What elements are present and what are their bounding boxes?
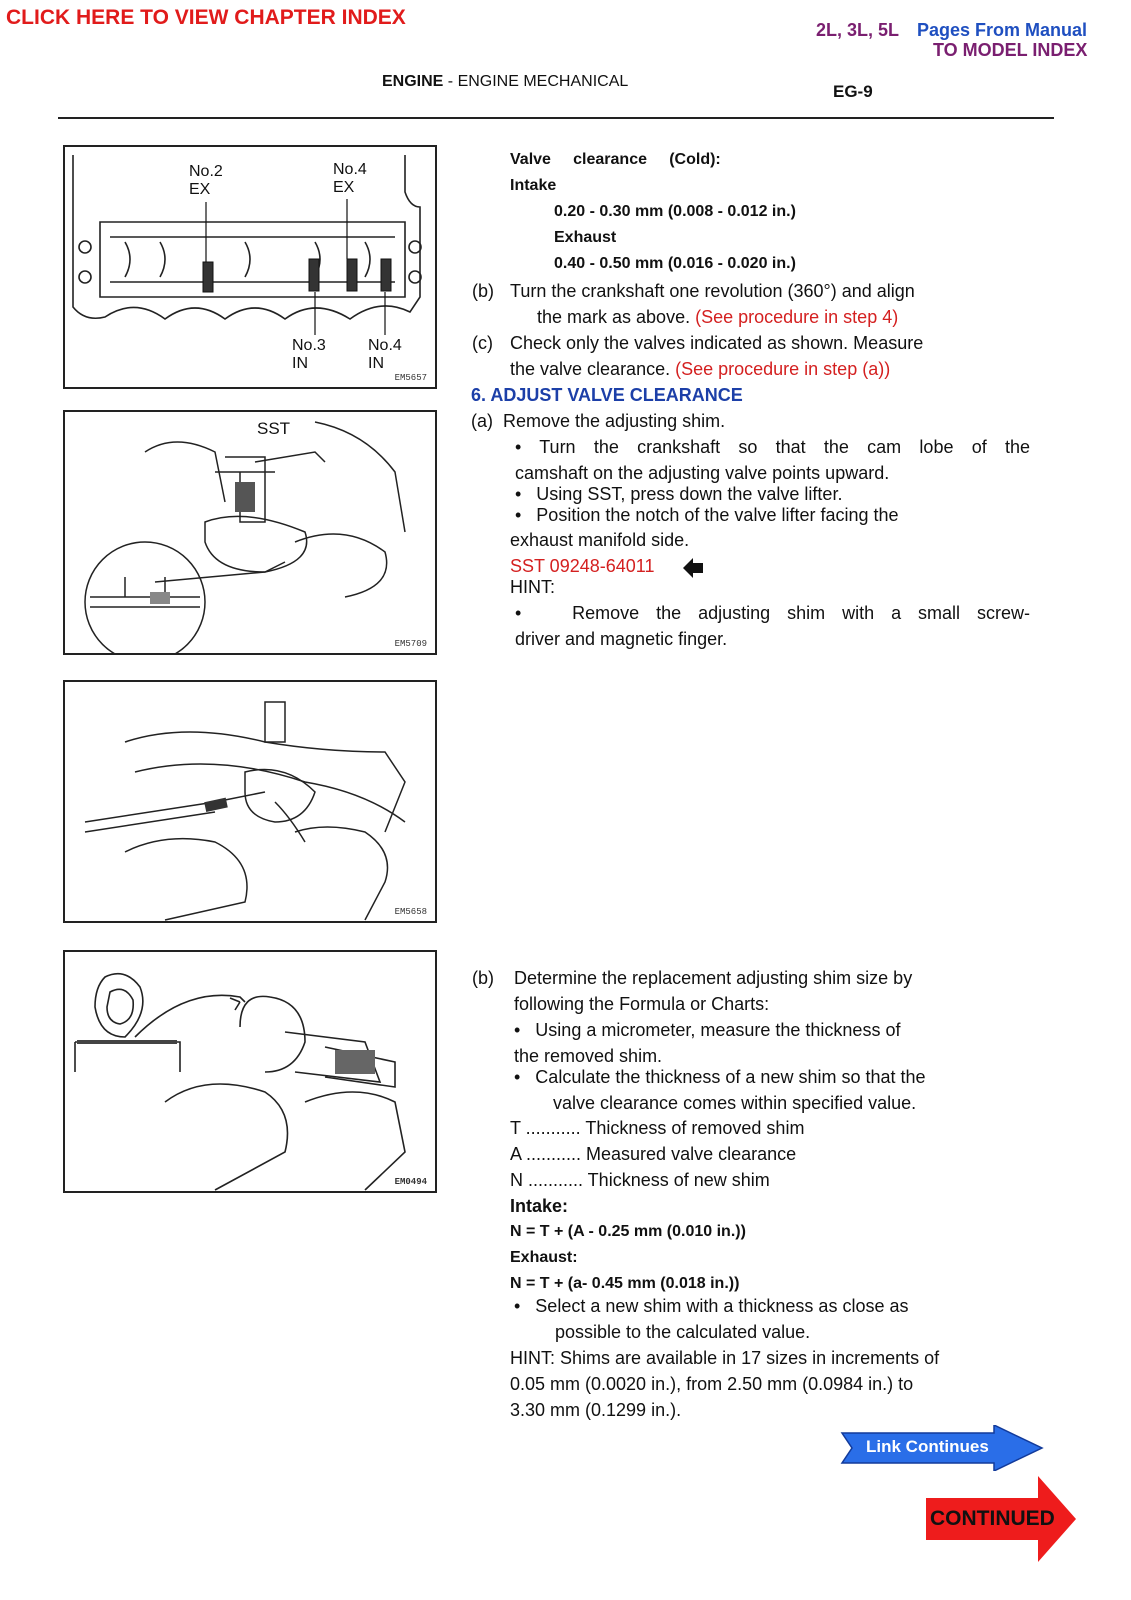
subsection-name: ENGINE MECHANICAL bbox=[457, 73, 629, 90]
section-breadcrumb bbox=[382, 73, 628, 91]
hint-remove-shim-line1: • Remove the adjusting shim with a small screw- bbox=[515, 603, 1030, 623]
step-c-line2 bbox=[510, 358, 890, 380]
figure-code: EM5709 bbox=[394, 639, 427, 649]
step-a-procedure-link[interactable]: (See procedure in step (a)) bbox=[675, 359, 891, 379]
label-no2: No.2 bbox=[189, 163, 223, 180]
step-b2-line1: Determine the replacement adjusting shim size by bbox=[514, 968, 913, 988]
bullet-micrometer-line1: • Using a micrometer, measure the thickness of bbox=[514, 1020, 901, 1040]
link-continues-button[interactable] bbox=[834, 1425, 1044, 1471]
step-b-line1: Turn the crankshaft one revolution (360°) and align bbox=[510, 281, 915, 301]
section-name: ENGINE bbox=[382, 73, 444, 90]
formula-intake: N = T + (A - 0.25 mm (0.010 in.)) bbox=[510, 1223, 746, 1240]
sst-number-link[interactable]: SST 09248-64011 bbox=[510, 556, 655, 576]
bullet-select-shim-line2: possible to the calculated value. bbox=[555, 1322, 811, 1342]
bullet-micrometer-line2: the removed shim. bbox=[514, 1046, 663, 1066]
bullet-position-notch-line2: exhaust manifold side. bbox=[510, 530, 690, 550]
remove-shim-drawing bbox=[65, 682, 435, 921]
step-c-line1: Check only the valves indicated as shown. Measure bbox=[510, 333, 924, 353]
page-number: EG-9 bbox=[833, 82, 873, 101]
breadcrumb-separator: - bbox=[443, 73, 458, 90]
back-arrow-icon[interactable] bbox=[683, 558, 705, 578]
label-ex-1: EX bbox=[189, 181, 211, 198]
header-divider bbox=[58, 117, 1054, 119]
step-c-marker: (c) bbox=[472, 333, 493, 353]
bullet-using-sst: • Using SST, press down the valve lifter. bbox=[515, 484, 843, 504]
link-continues-label: Link Continues bbox=[866, 1437, 989, 1456]
formula-intake-label: Intake: bbox=[510, 1196, 569, 1216]
bullet-position-notch-line1: • Position the notch of the valve lifter facing the bbox=[515, 505, 899, 525]
formula-exhaust-label: Exhaust: bbox=[510, 1249, 578, 1266]
figure-code: EM0494 bbox=[394, 1177, 427, 1187]
chapter-index-link[interactable]: CLICK HERE TO VIEW CHAPTER INDEX bbox=[6, 6, 406, 29]
figure-code: EM5657 bbox=[394, 373, 427, 383]
bullet-calculate-line1: • Calculate the thickness of a new shim so that the bbox=[514, 1067, 926, 1087]
micrometer-drawing bbox=[65, 952, 435, 1191]
definition-a: A ........... Measured valve clearance bbox=[510, 1144, 797, 1164]
label-in-2: IN bbox=[368, 355, 384, 372]
step4-procedure-link[interactable]: (See procedure in step 4) bbox=[695, 307, 899, 327]
step-a-line: (a) Remove the adjusting shim. bbox=[471, 411, 726, 431]
label-no3: No.3 bbox=[292, 337, 326, 354]
exhaust-value: 0.40 - 0.50 mm (0.016 - 0.020 in.) bbox=[554, 255, 796, 272]
pages-from-manual-label: Pages From Manual bbox=[917, 20, 1088, 40]
hint-remove-shim-line2: driver and magnetic finger. bbox=[515, 629, 728, 649]
bullet-turn-crankshaft-line1: • Turn the crankshaft so that the cam lobe of the bbox=[515, 437, 1030, 457]
definition-n: N ........... Thickness of new shim bbox=[510, 1170, 770, 1190]
label-in-1: IN bbox=[292, 355, 308, 372]
step-b-text: the mark as above. bbox=[537, 307, 696, 327]
intake-value: 0.20 - 0.30 mm (0.008 - 0.012 in.) bbox=[554, 203, 796, 220]
figure-valve-layout bbox=[63, 145, 437, 389]
label-ex-2: EX bbox=[333, 179, 355, 196]
bullet-calculate-line2: valve clearance comes within specified value. bbox=[553, 1093, 917, 1113]
model-index-link[interactable]: TO MODEL INDEX bbox=[933, 40, 1088, 60]
step-b2-line2: following the Formula or Charts: bbox=[514, 994, 770, 1014]
hint-shim-sizes-line3: 3.30 mm (0.1299 in.). bbox=[510, 1400, 682, 1420]
step-b-marker: (b) bbox=[472, 281, 494, 301]
step-b2-marker: (b) bbox=[472, 968, 494, 988]
figure-sst-lifter bbox=[63, 410, 437, 655]
model-list: 2L, 3L, 5L bbox=[816, 20, 900, 40]
exhaust-label: Exhaust bbox=[554, 229, 617, 246]
step-b-line2 bbox=[537, 306, 898, 328]
continued-button[interactable] bbox=[926, 1476, 1076, 1562]
formula-exhaust: N = T + (a- 0.45 mm (0.018 in.)) bbox=[510, 1275, 740, 1292]
step-c-text: the valve clearance. bbox=[510, 359, 676, 379]
label-no4-in: No.4 bbox=[368, 337, 402, 354]
hint-label: HINT: bbox=[510, 577, 555, 597]
spec-title: Valve clearance (Cold): bbox=[510, 151, 721, 168]
bullet-select-shim-line1: • Select a new shim with a thickness as close as bbox=[514, 1296, 909, 1316]
continued-label: CONTINUED bbox=[930, 1507, 1055, 1530]
step6-heading: 6. ADJUST VALVE CLEARANCE bbox=[471, 385, 743, 405]
intake-label: Intake bbox=[510, 177, 557, 194]
sst-lifter-drawing bbox=[65, 412, 435, 653]
label-sst: SST bbox=[257, 419, 291, 438]
definition-t: T ........... Thickness of removed shim bbox=[510, 1118, 805, 1138]
figure-code: EM5658 bbox=[394, 907, 427, 917]
bullet-turn-crankshaft-line2: camshaft on the adjusting valve points upward. bbox=[515, 463, 890, 483]
label-no4-ex: No.4 bbox=[333, 161, 367, 178]
hint-shim-sizes-line1: HINT: Shims are available in 17 sizes in increments of bbox=[510, 1348, 940, 1368]
figure-micrometer bbox=[63, 950, 437, 1193]
figure-remove-shim bbox=[63, 680, 437, 923]
hint-shim-sizes-line2: 0.05 mm (0.0020 in.), from 2.50 mm (0.0984 in.) to bbox=[510, 1374, 914, 1394]
